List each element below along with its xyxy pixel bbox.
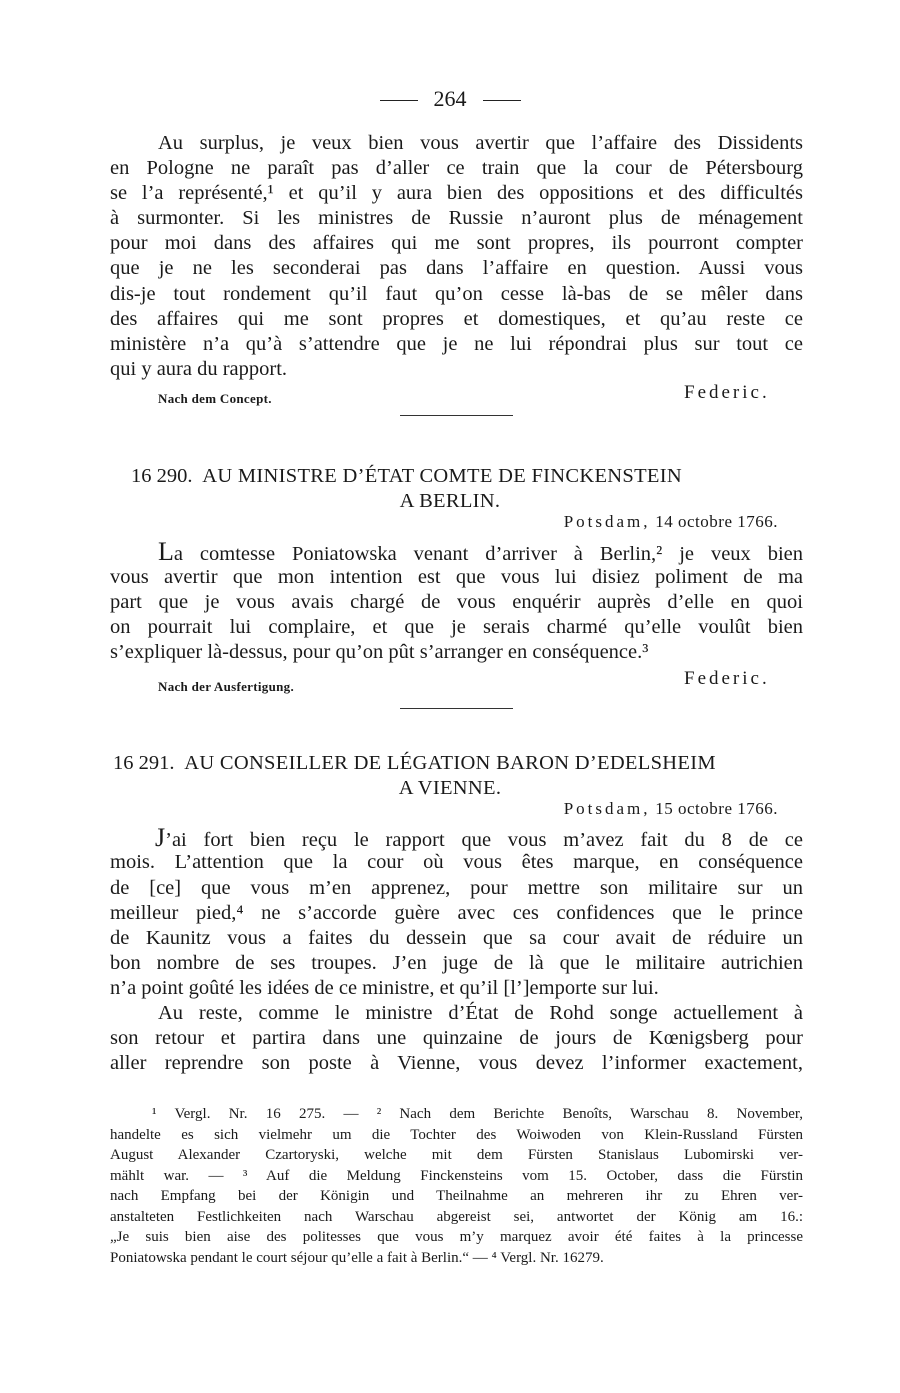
text-line: Au reste, comme le ministre d’État de Rohd songe actuellement à xyxy=(158,1002,803,1024)
date: 14 octobre 1766. xyxy=(655,512,778,531)
signature: Federic. xyxy=(684,668,770,689)
place-date xyxy=(564,799,778,819)
text-line-first xyxy=(158,539,803,564)
initial-letter: L xyxy=(158,537,174,566)
text-line: s’expliquer là-dessus, pour qu’on pût s’arranger en conséquence.³ xyxy=(110,641,649,663)
text-line: ’ai fort bien reçu le rapport que vous m’avez fait du 8 de ce xyxy=(165,829,803,851)
footnote-line: handelte es sich vielmehr um die Tochter des Woiwoden von Klein-Russland Fürsten xyxy=(110,1127,803,1143)
text-line: n’a point goûté les idées de ce ministre, et qu’il [l’]emporte sur lui. xyxy=(110,977,659,999)
place: Potsdam, xyxy=(563,512,651,531)
footnote-line: anstalteten Festlichkeiten nach Warschau abgereist sei, antwortet der König am 16.: xyxy=(110,1209,803,1225)
text-line: Au surplus, je veux bien vous avertir que l’affaire des Dissidents xyxy=(158,132,803,154)
page-number: 264 xyxy=(0,86,900,112)
text-line: qui y aura du rapport. xyxy=(110,358,288,380)
text-line: son retour et partira dans une quinzaine de jours de Kœnigsberg pour xyxy=(110,1027,803,1049)
letter-number: 16 291. xyxy=(113,752,175,774)
text-line: meilleur pied,⁴ ne s’accorde guère avec ces confidences que le prince xyxy=(110,902,803,924)
text-line: des affaires qui me sont propres et domestiques, et qu’au reste ce xyxy=(110,308,803,330)
text-line: pour moi dans des affaires qui me sont propres, ils pourront compter xyxy=(110,232,803,254)
text-line: en Pologne ne paraît pas d’aller ce train que la cour de Pétersbourg xyxy=(110,157,803,179)
footnote-line: Poniatowska pendant le court séjour qu’elle a fait à Berlin.“ — ⁴ Vergl. Nr. 16279. xyxy=(110,1250,604,1266)
letter-heading xyxy=(113,751,806,776)
heading-line-2: A BERLIN. xyxy=(399,490,501,512)
source-note: Nach der Ausfertigung. xyxy=(158,679,295,694)
letter-number: 16 290. xyxy=(131,465,193,487)
place: Potsdam, xyxy=(563,799,651,818)
footnote-line: „Je suis bien aise des politesses que vous m’y marquez avoir été faites à la princesse xyxy=(110,1229,803,1245)
text-line: a comtesse Poniatowska venant d’arriver à Berlin,² je veux bien xyxy=(173,543,803,565)
text-line: se l’a représenté,¹ et qu’il y aura bien des oppositions et des difficultés xyxy=(110,182,803,204)
text-line: vous avertir que mon intention est que vous lui disiez poliment de ma xyxy=(110,566,803,588)
text-line: de Kaunitz vous a faites du dessein que sa cour avait de réduire un xyxy=(110,927,803,949)
heading-line-1: AU CONSEILLER DE LÉGATION BARON D’EDELSHEIM xyxy=(184,752,716,774)
text-line-first xyxy=(155,825,803,850)
footnote-line: ¹ Vergl. Nr. 16 275. — ² Nach dem Berichte Benoîts, Warschau 8. November, xyxy=(152,1106,803,1122)
text-line: ministère n’a qu’à s’attendre que je ne lui répondrai plus sur tout ce xyxy=(110,333,803,355)
heading-line-1: AU MINISTRE D’ÉTAT COMTE DE FINCKENSTEIN xyxy=(202,465,682,487)
text-line: à surmonter. Si les ministres de Russie n’auront plus de ménagement xyxy=(110,207,803,229)
text-line: dis-je tout rondement qu’il faut qu’on cesse là-bas de se mêler dans xyxy=(110,283,803,305)
initial-letter: J xyxy=(155,823,166,852)
heading-line-2: A VIENNE. xyxy=(398,777,502,799)
date: 15 octobre 1766. xyxy=(655,799,778,818)
letter-heading xyxy=(131,464,824,489)
dash-left xyxy=(380,100,418,101)
source-note: Nach dem Concept. xyxy=(158,391,272,406)
footnote-line: nach Empfang bei der Königin und Theilnahme an mehreren ihr zu Ehren ver- xyxy=(110,1188,803,1204)
place-date xyxy=(564,512,778,532)
text-line: part que je vous avais chargé de vous enquérir auprès d’elle en quoi xyxy=(110,591,803,613)
text-line: mois. L’attention que la cour où vous êtes marque, en conséquence xyxy=(110,851,803,873)
signature: Federic. xyxy=(684,382,770,403)
text-line: bon nombre de ses troupes. J’en juge de là que le militaire autrichien xyxy=(110,952,803,974)
separator-rule xyxy=(400,708,513,709)
text-line: aller reprendre son poste à Vienne, vous devez l’informer exactement, xyxy=(110,1052,803,1074)
text-line: on pourrait lui complaire, et que je serais charmé qu’elle voulût bien xyxy=(110,616,803,638)
dash-right xyxy=(483,100,521,101)
text-line: de [ce] que vous m’en apprenez, pour mettre son militaire sur un xyxy=(110,877,803,899)
text-line: que je ne les seconderai pas dans l’affaire en question. Aussi vous xyxy=(110,257,803,279)
footnote-line: August Alexander Czartoryski, welche mit dem Fürsten Stanislaus Lubomirski ver- xyxy=(110,1147,803,1163)
footnote-line: mählt war. — ³ Auf die Meldung Finckensteins vom 15. October, dass die Fürstin xyxy=(110,1168,803,1184)
separator-rule xyxy=(400,415,513,416)
